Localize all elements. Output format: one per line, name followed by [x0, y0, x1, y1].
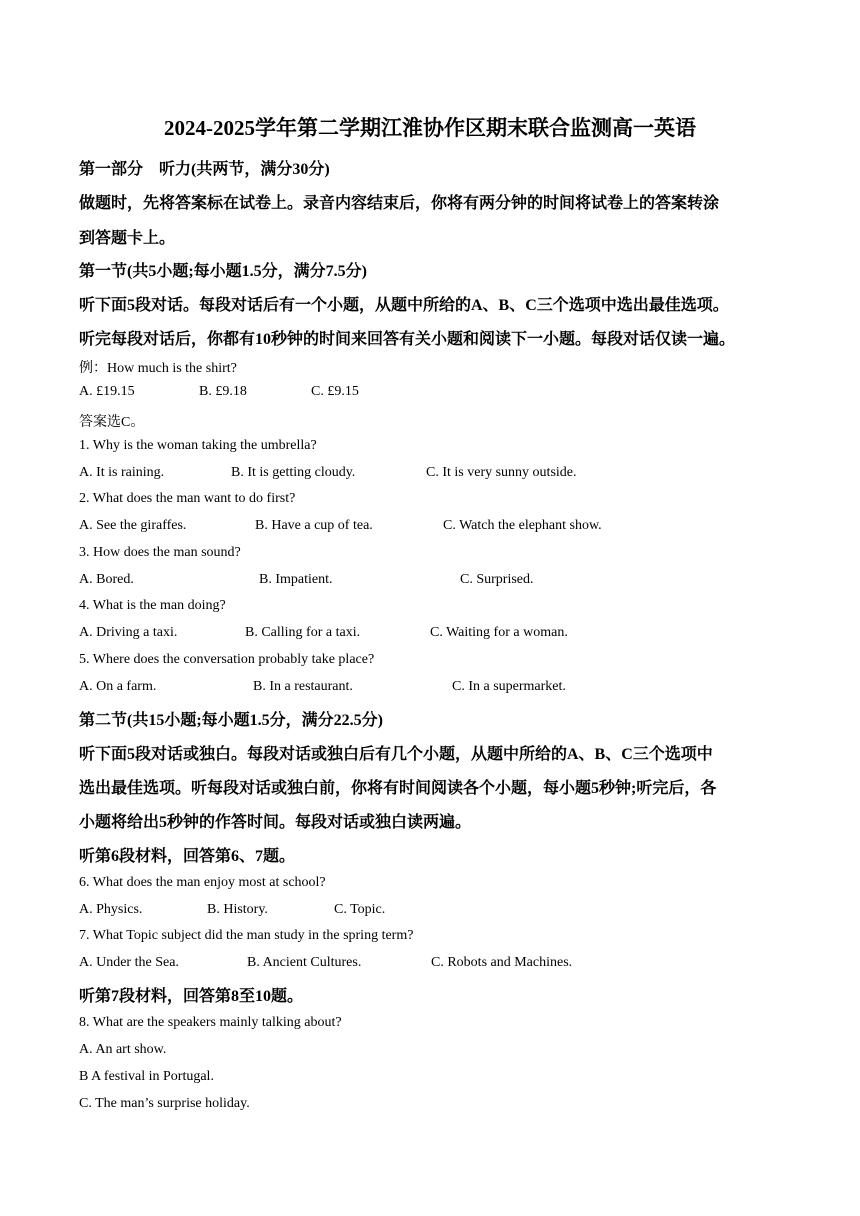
- question-8-option-a: A. An art show.: [79, 1042, 167, 1057]
- question-8-option-b: B A festival in Portugal.: [79, 1069, 214, 1084]
- page-title: 2024-2025学年第二学期江淮协作区期末联合监测高一英语: [164, 116, 696, 140]
- instruction-line: 到答题卡上。: [79, 230, 176, 247]
- example-answer: 答案选C。: [79, 415, 145, 430]
- question-5-option-a: A. On a farm.: [79, 679, 157, 694]
- question-1-option-b: B. It is getting cloudy.: [231, 465, 356, 480]
- question-6-option-b: B. History.: [207, 902, 268, 917]
- question-3-option-b: B. Impatient.: [259, 572, 333, 587]
- question-5-option-c: C. In a supermarket.: [452, 679, 566, 694]
- example-option-c: C. £9.15: [311, 384, 359, 399]
- question-3-option-c: C. Surprised.: [460, 572, 534, 587]
- question-3: 3. How does the man sound?: [79, 545, 241, 560]
- section1-intro-line: 听下面5段对话。每段对话后有一个小题，从题中所给的A、B、C三个选项中选出最佳选项。: [79, 297, 729, 314]
- question-2: 2. What does the man want to do first?: [79, 491, 296, 506]
- part1-heading: 第一部分 听力(共两节，满分30分): [79, 161, 330, 178]
- question-1-option-c: C. It is very sunny outside.: [426, 465, 577, 480]
- question-5: 5. Where does the conversation probably take place?: [79, 652, 375, 667]
- question-6-option-c: C. Topic.: [334, 902, 386, 917]
- material-7-heading: 听第7段材料，回答第8至10题。: [79, 988, 304, 1005]
- question-1-option-a: A. It is raining.: [79, 465, 165, 480]
- question-2-option-b: B. Have a cup of tea.: [255, 518, 373, 533]
- question-6-option-a: A. Physics.: [79, 902, 143, 917]
- section2-heading: 第二节(共15小题;每小题1.5分，满分22.5分): [79, 712, 383, 729]
- question-4-option-c: C. Waiting for a woman.: [430, 625, 568, 640]
- question-7: 7. What Topic subject did the man study in the spring term?: [79, 928, 414, 943]
- section1-intro-line: 听完每段对话后，你都有10秒钟的时间来回答有关小题和阅读下一小题。每段对话仅读一遍。: [79, 331, 736, 348]
- question-7-option-a: A. Under the Sea.: [79, 955, 179, 970]
- material-6-heading: 听第6段材料，回答第6、7题。: [79, 848, 296, 865]
- section2-intro-line: 小题将给出5秒钟的作答时间。每段对话或独白读两遍。: [79, 814, 472, 831]
- question-5-option-b: B. In a restaurant.: [253, 679, 353, 694]
- question-3-option-a: A. Bored.: [79, 572, 134, 587]
- question-4-option-a: A. Driving a taxi.: [79, 625, 178, 640]
- question-2-option-c: C. Watch the elephant show.: [443, 518, 602, 533]
- question-8: 8. What are the speakers mainly talking about?: [79, 1015, 342, 1030]
- question-8-option-c: C. The man’s surprise holiday.: [79, 1096, 250, 1111]
- section2-intro-line: 听下面5段对话或独白。每段对话或独白后有几个小题，从题中所给的A、B、C三个选项中: [79, 746, 713, 763]
- question-4-option-b: B. Calling for a taxi.: [245, 625, 361, 640]
- example-option-a: A. £19.15: [79, 384, 135, 399]
- question-7-option-b: B. Ancient Cultures.: [247, 955, 362, 970]
- question-6: 6. What does the man enjoy most at school?: [79, 875, 326, 890]
- question-4: 4. What is the man doing?: [79, 598, 226, 613]
- question-2-option-a: A. See the giraffes.: [79, 518, 187, 533]
- section1-heading: 第一节(共5小题;每小题1.5分，满分7.5分): [79, 263, 367, 280]
- question-7-option-c: C. Robots and Machines.: [431, 955, 573, 970]
- question-1: 1. Why is the woman taking the umbrella?: [79, 438, 317, 453]
- instruction-line: 做题时，先将答案标在试卷上。录音内容结束后，你将有两分钟的时间将试卷上的答案转涂: [79, 195, 720, 212]
- example-question: 例：How much is the shirt?: [79, 361, 237, 376]
- example-option-b: B. £9.18: [199, 384, 247, 399]
- section2-intro-line: 选出最佳选项。听每段对话或独白前，你将有时间阅读各个小题，每小题5秒钟;听完后，各: [79, 780, 717, 797]
